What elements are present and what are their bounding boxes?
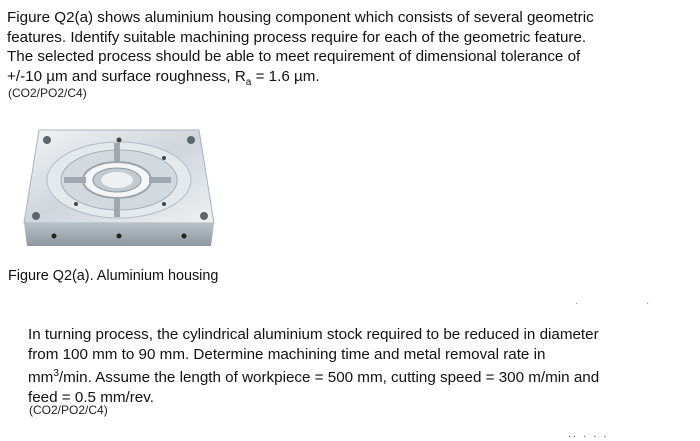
- question-a-line1: Figure Q2(a) shows aluminium housing component which consists of several geometric: [7, 9, 594, 26]
- question-b-line4: feed = 0.5 mm/rev.: [28, 388, 154, 406]
- scan-mark: .. . . .: [568, 428, 609, 440]
- roughness-subscript: a: [245, 76, 252, 88]
- question-a-text: [7, 8, 649, 92]
- roughness-prefix: +/-10 µm and surface roughness, R: [7, 67, 246, 85]
- figure-caption: Figure Q2(a). Aluminium housing: [8, 268, 219, 284]
- question-b-line3: [28, 369, 599, 386]
- unit-prefix: mm: [28, 369, 54, 387]
- assumption-text: /min. Assume the length of workpiece = 500 mm, cutting speed = 300 m/min and: [58, 369, 600, 387]
- question-b-text: [28, 325, 650, 407]
- question-a-code: (CO2/PO2/C4): [8, 86, 87, 100]
- question-a-line4: [7, 67, 320, 88]
- question-a-line3: The selected process should be able to meet requirement of dimensional tolerance of: [7, 48, 581, 65]
- aluminium-housing-photo: [14, 128, 224, 258]
- question-a-line2: features. Identify suitable machining process require for each of the geometric feature.: [7, 28, 587, 46]
- scan-mark: ·: [646, 298, 650, 309]
- roughness-suffix: = 1.6 µm.: [251, 67, 320, 85]
- question-b-line2: from 100 mm to 90 mm. Determine machining time and metal removal rate in: [28, 345, 546, 363]
- scan-mark: ·: [575, 298, 579, 309]
- question-b-line1: In turning process, the cylindrical aluminium stock required to be reduced in diameter: [28, 326, 599, 343]
- question-b-code: (CO2/PO2/C4): [29, 403, 108, 417]
- unit-superscript: 3: [53, 368, 59, 379]
